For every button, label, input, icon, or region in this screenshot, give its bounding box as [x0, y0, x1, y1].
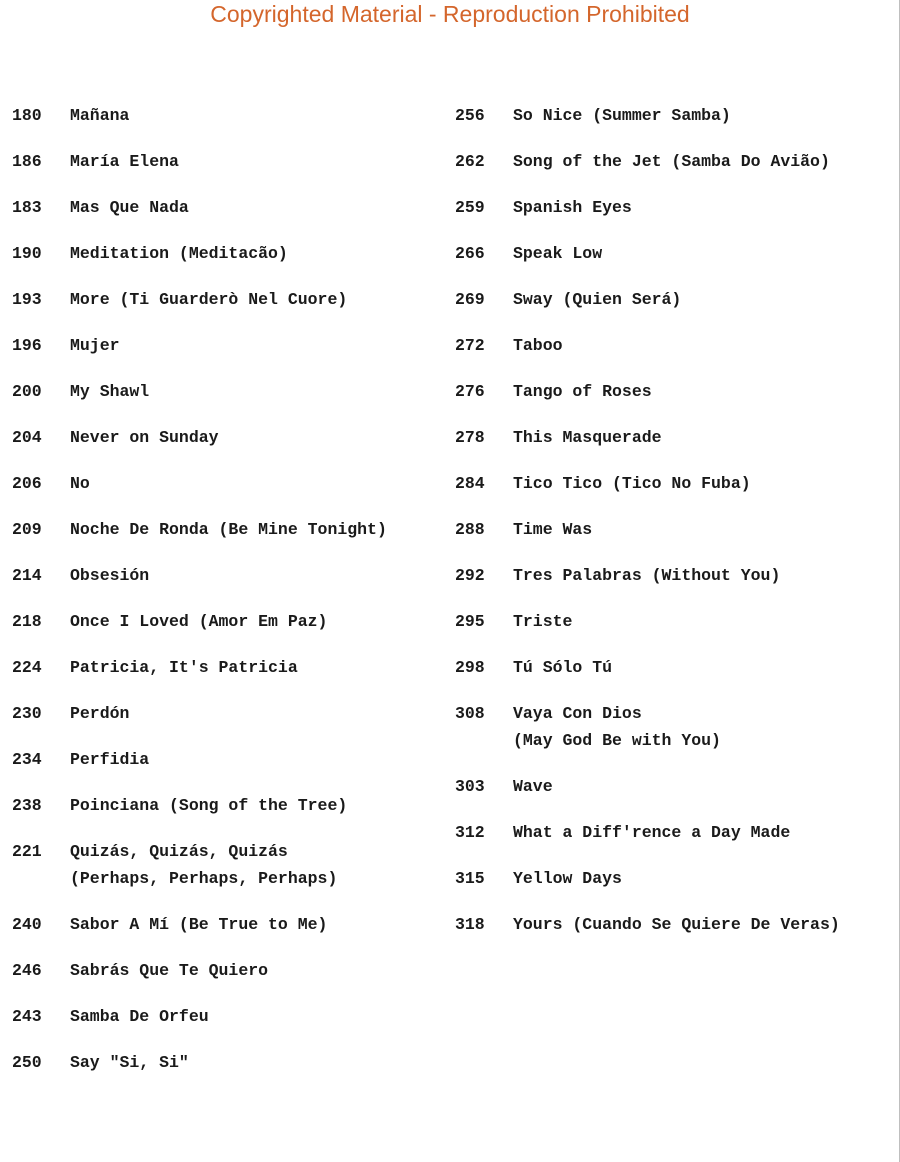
song-title-block [70, 378, 442, 405]
toc-entry [455, 240, 885, 267]
song-title-block [513, 286, 885, 313]
page-number: 292 [455, 566, 485, 585]
song-title-block [70, 470, 442, 497]
song-title-block [70, 1003, 442, 1030]
song-title-block [513, 332, 885, 359]
page-number: 193 [12, 290, 42, 309]
toc-entry [12, 102, 442, 129]
page-number: 318 [455, 915, 485, 934]
toc-entry [12, 654, 442, 681]
page-number: 250 [12, 1053, 42, 1072]
toc-right-column [455, 102, 885, 957]
song-title: Meditation (Meditacão) [70, 244, 288, 263]
song-title: Song of the Jet (Samba Do Avião) [513, 152, 830, 171]
page-number: 288 [455, 520, 485, 539]
song-title-block [70, 562, 442, 589]
toc-entry [455, 148, 885, 175]
song-title: Noche De Ronda (Be Mine Tonight) [70, 520, 387, 539]
song-title-block [513, 470, 885, 497]
song-title-block [513, 240, 885, 267]
song-title: Poinciana (Song of the Tree) [70, 796, 348, 815]
song-title-block [70, 1049, 442, 1076]
toc-entry [12, 746, 442, 773]
song-title-block [70, 700, 442, 727]
toc-entry [12, 838, 442, 892]
page-number: 180 [12, 106, 42, 125]
song-title-block [70, 654, 442, 681]
song-title-block [513, 654, 885, 681]
song-title: Tú Sólo Tú [513, 658, 613, 677]
page-number: 230 [12, 704, 42, 723]
toc-entry [455, 608, 885, 635]
toc-entry [455, 424, 885, 451]
song-title: So Nice (Summer Samba) [513, 106, 731, 125]
page-number: 200 [12, 382, 42, 401]
page-number: 308 [455, 704, 485, 723]
song-title-block [70, 911, 442, 938]
toc-entry [12, 148, 442, 175]
toc-entry [455, 286, 885, 313]
page-number: 186 [12, 152, 42, 171]
song-title-block [70, 332, 442, 359]
song-title-block [513, 819, 885, 846]
toc-entry [455, 378, 885, 405]
toc-entry [455, 516, 885, 543]
page-number: 221 [12, 842, 42, 861]
toc-entry [12, 957, 442, 984]
song-title-block [70, 608, 442, 635]
toc-entry [12, 470, 442, 497]
page-number: 240 [12, 915, 42, 934]
song-title: Wave [513, 777, 553, 796]
toc-entry [12, 700, 442, 727]
song-title: Taboo [513, 336, 563, 355]
song-title: Sway (Quien Será) [513, 290, 682, 309]
song-title: Mujer [70, 336, 120, 355]
song-title-block [70, 792, 442, 819]
song-subtitle: (May God Be with You) [513, 731, 721, 750]
song-title: Sabor A Mí (Be True to Me) [70, 915, 328, 934]
toc-entry [455, 194, 885, 221]
song-title-block [70, 424, 442, 451]
page-number: 206 [12, 474, 42, 493]
song-title: What a Diff'rence a Day Made [513, 823, 791, 842]
page-number: 204 [12, 428, 42, 447]
toc-entry [12, 332, 442, 359]
song-title-block [70, 957, 442, 984]
song-title: No [70, 474, 90, 493]
song-title: Sabrás Que Te Quiero [70, 961, 269, 980]
toc-entry [12, 1003, 442, 1030]
page-number: 243 [12, 1007, 42, 1026]
page-number: 272 [455, 336, 485, 355]
toc-entry [12, 286, 442, 313]
copyright-watermark: Copyrighted Material - Reproduction Prohibited [210, 1, 690, 27]
song-title-block [70, 838, 442, 892]
song-title-block [513, 700, 885, 754]
song-title-block [70, 194, 442, 221]
song-title: Once I Loved (Amor Em Paz) [70, 612, 328, 631]
song-title: Tango of Roses [513, 382, 652, 401]
song-title: More (Ti Guarderò Nel Cuore) [70, 290, 348, 309]
song-title-block [70, 746, 442, 773]
page-number: 312 [455, 823, 485, 842]
song-title: Speak Low [513, 244, 603, 263]
song-title: Time Was [513, 520, 593, 539]
page-number: 224 [12, 658, 42, 677]
song-title: María Elena [70, 152, 179, 171]
toc-entry [12, 516, 442, 543]
song-title: Tico Tico (Tico No Fuba) [513, 474, 751, 493]
song-title: Quizás, Quizás, Quizás [70, 842, 288, 861]
page-number: 246 [12, 961, 42, 980]
toc-entry [12, 424, 442, 451]
song-title: Triste [513, 612, 573, 631]
song-title-block [513, 378, 885, 405]
page-number: 269 [455, 290, 485, 309]
song-title: My Shawl [70, 382, 150, 401]
song-title-block [513, 562, 885, 589]
toc-entry [455, 700, 885, 754]
toc-entry [455, 562, 885, 589]
song-title: This Masquerade [513, 428, 662, 447]
toc-entry [12, 911, 442, 938]
page-number: 183 [12, 198, 42, 217]
song-title: Patricia, It's Patricia [70, 658, 298, 677]
page-number: 276 [455, 382, 485, 401]
page-number: 238 [12, 796, 42, 815]
song-title-block [70, 148, 442, 175]
song-title-block [70, 516, 442, 543]
toc-entry [455, 332, 885, 359]
toc-entry [12, 792, 442, 819]
song-title: Perfidia [70, 750, 150, 769]
toc-entry [455, 654, 885, 681]
song-title: Obsesión [70, 566, 150, 585]
toc-entry [12, 194, 442, 221]
song-title-block [513, 424, 885, 451]
song-title: Samba De Orfeu [70, 1007, 209, 1026]
page-number: 209 [12, 520, 42, 539]
toc-entry [12, 1049, 442, 1076]
song-title: Yellow Days [513, 869, 622, 888]
page-number: 256 [455, 106, 485, 125]
page-number: 298 [455, 658, 485, 677]
toc-entry [12, 240, 442, 267]
song-title-block [513, 194, 885, 221]
toc-entry [455, 470, 885, 497]
song-title-block [70, 286, 442, 313]
song-title: Tres Palabras (Without You) [513, 566, 781, 585]
page-number: 295 [455, 612, 485, 631]
song-title-block [513, 102, 885, 129]
song-title-block [513, 516, 885, 543]
song-title-block [70, 102, 442, 129]
toc-entry [455, 819, 885, 846]
page-number: 303 [455, 777, 485, 796]
toc-entry [12, 378, 442, 405]
song-title: Mas Que Nada [70, 198, 189, 217]
song-title-block [513, 608, 885, 635]
song-title: Spanish Eyes [513, 198, 632, 217]
song-title-block [513, 865, 885, 892]
song-title-block [513, 773, 885, 800]
toc-entry [455, 102, 885, 129]
toc-entry [455, 865, 885, 892]
page-number: 234 [12, 750, 42, 769]
page-number: 278 [455, 428, 485, 447]
page-number: 218 [12, 612, 42, 631]
page-number: 315 [455, 869, 485, 888]
toc-entry [455, 773, 885, 800]
page-number: 284 [455, 474, 485, 493]
song-title: Say "Si, Si" [70, 1053, 189, 1072]
toc-left-column [12, 102, 442, 1095]
page-number: 266 [455, 244, 485, 263]
page-number: 214 [12, 566, 42, 585]
toc-entry [12, 608, 442, 635]
toc-entry [12, 562, 442, 589]
song-title: Vaya Con Dios [513, 704, 642, 723]
song-title: Yours (Cuando Se Quiere De Veras) [513, 915, 840, 934]
page-number: 196 [12, 336, 42, 355]
song-title-block [513, 911, 885, 938]
song-title-block [70, 240, 442, 267]
toc-entry [455, 911, 885, 938]
song-title: Mañana [70, 106, 130, 125]
song-subtitle: (Perhaps, Perhaps, Perhaps) [70, 869, 338, 888]
song-title-block [513, 148, 885, 175]
song-title: Never on Sunday [70, 428, 219, 447]
page-number: 259 [455, 198, 485, 217]
song-title: Perdón [70, 704, 130, 723]
page-number: 262 [455, 152, 485, 171]
page-number: 190 [12, 244, 42, 263]
